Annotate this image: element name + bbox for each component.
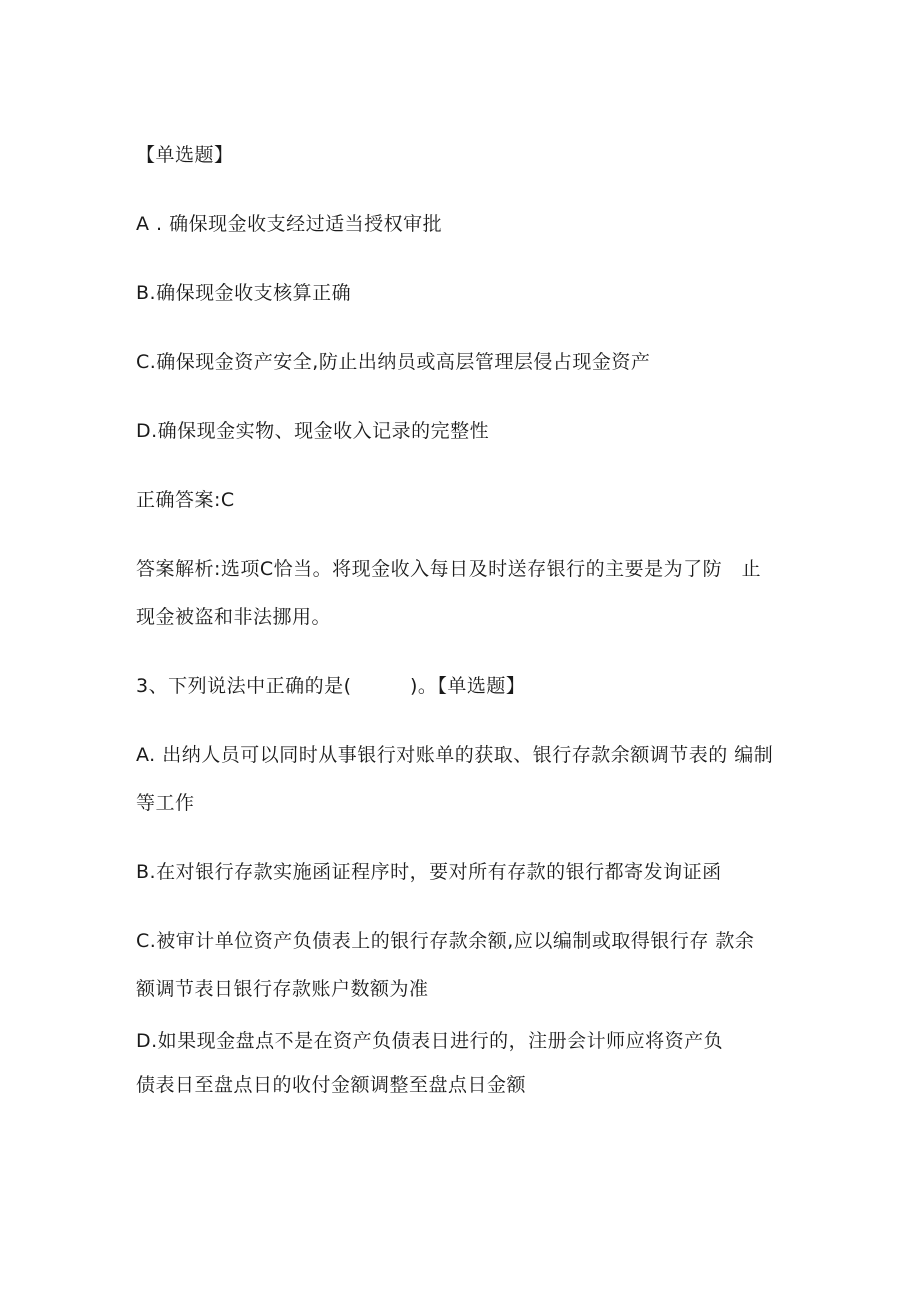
q3-option-d-line-2: 债表日至盘点日的收付金额调整至盘点日金额 [136, 1074, 527, 1096]
q3-option-a-line-2: 等工作 [136, 792, 195, 814]
q3-option-b: B.在对银行存款实施函证程序时，要对所有存款的银行都寄发询证函 [136, 861, 722, 883]
q1-analysis-line-1: 答案解析:选项C恰当。将现金收入每日及时送存银行的主要是为了防 止 [136, 558, 762, 580]
q1-option-b: B.确保现金收支核算正确 [136, 282, 352, 304]
q3-option-c-line-1: C.被审计单位资产负债表上的银行存款余额,应以编制或取得银行存 款余 [136, 930, 755, 952]
q1-type-tag: 【单选题】 [136, 144, 234, 166]
q3-option-c-line-2: 额调节表日银行存款账户数额为准 [136, 978, 429, 1000]
q3-stem: 3、下列说法中正确的是( )。【单选题】 [136, 675, 526, 697]
q1-option-c: C.确保现金资产安全,防止出纳员或高层管理层侵占现金资产 [136, 351, 651, 373]
q3-option-d-line-1: D.如果现金盘点不是在资产负债表日进行的，注册会计师应将资产负 [136, 1030, 724, 1052]
q1-option-d: D.确保现金实物、现金收入记录的完整性 [136, 420, 490, 442]
q1-answer: 正确答案:C [136, 489, 235, 511]
q1-option-a: A . 确保现金收支经过适当授权审批 [136, 213, 443, 235]
q1-analysis-line-2: 现金被盗和非法挪用。 [136, 606, 332, 628]
q3-option-a-line-1: A. 出纳人员可以同时从事银行对账单的获取、银行存款余额调节表的 编制 [136, 744, 774, 766]
